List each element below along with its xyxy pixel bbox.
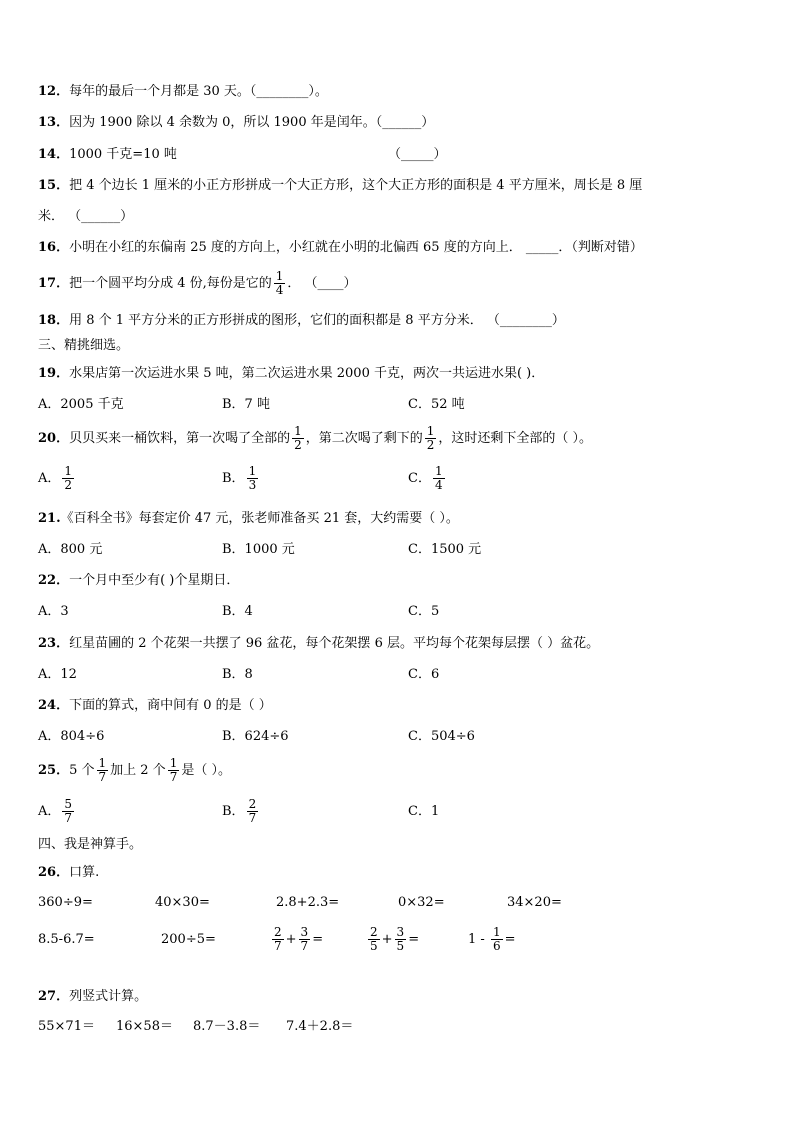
option-b: B．1000 元 (222, 542, 295, 557)
question-20 (38, 424, 592, 454)
question-text: 红星苗圃的 2 个花架一共摆了 96 盆花，每个花架摆 6 层。平均每个花架每层摆（ ）盆花。 (69, 636, 600, 651)
question-text: 贝贝买来一桶饮料，第一次喝了全部的 (69, 431, 291, 446)
fraction: $\frac{5}{7}$ (64, 797, 73, 825)
fraction: $\frac{1}{2}$ (294, 424, 302, 452)
question-number: 13． (38, 115, 70, 130)
oral-calc-item: 8.5-6.7= (38, 932, 95, 947)
fraction: $\frac{1}{7}$ (98, 756, 107, 784)
question-17 (38, 270, 357, 298)
question-23 (38, 636, 599, 652)
oral-calc-item: 360÷9= (38, 895, 93, 910)
option-a: A．2005 千克 (38, 397, 124, 412)
option-c: C．1500 元 (408, 542, 482, 557)
question-text: ，第二次喝了剩下的 (305, 431, 423, 446)
question-text: 下面的算式，商中间有 0 的是（ ） (69, 698, 272, 713)
oral-calc-item: $\frac{2}{5}$ + $\frac{3}{5}$ = (370, 925, 420, 953)
option-a: A．3 (38, 604, 69, 619)
question-number: 21. (38, 511, 61, 526)
option-a: A．800 元 (38, 542, 103, 557)
fraction: $\frac{1}{2}$ (64, 464, 73, 492)
option-c: C．5 (408, 604, 440, 619)
option-b: B．4 (222, 604, 253, 619)
question-number: 19． (38, 366, 70, 381)
question-text: 小明在小红的东偏南 25 度的方向上，小红就在小明的北偏西 65 度的方向上． _____．（判断对错） (69, 240, 643, 255)
question-13 (38, 115, 434, 131)
oral-calc-item: $\frac{2}{7}$ + $\frac{3}{7}$ = (274, 925, 324, 953)
question-number: 12． (38, 84, 70, 99)
question-22 (38, 573, 239, 589)
option-c: C．504÷6 (408, 729, 475, 744)
vertical-calc-item: 55×71＝ (38, 1019, 95, 1034)
option-b: B．7 吨 (222, 397, 270, 412)
question-text: ，这时还剩下全部的（ ）。 (438, 431, 593, 446)
question-text: 1000 千克=10 吨 (69, 147, 177, 162)
question-text: 加上 2 个 (110, 763, 166, 778)
question-number: 16． (38, 240, 70, 255)
question-26 (38, 865, 99, 881)
question-number: 26． (38, 865, 70, 880)
fraction: $\frac{1}{7}$ (169, 756, 178, 784)
fraction: $\frac{1}{2}$ (426, 424, 435, 452)
question-text: 把一个圆平均分成 4 份,每份是它的 (69, 276, 272, 291)
oral-calc-item: 0×32= (398, 895, 445, 910)
oral-calc-item: 2.8+2.3= (276, 895, 340, 910)
question-25 (38, 756, 231, 786)
section-heading-3: 三、精挑细选。 (38, 338, 130, 353)
oral-calc-item: 1 - $\frac{1}{6}$ = (468, 925, 516, 953)
question-text: 把 4 个边长 1 厘米的小正方形拼成一个大正方形，这个大正方形的面积是 4 平方厘米，周长是 8 厘 (69, 178, 643, 193)
option-a: A．804÷6 (38, 729, 105, 744)
question-27 (38, 989, 147, 1005)
question-number: 22． (38, 573, 70, 588)
option-a: A． $\frac{5}{7}$ (38, 797, 73, 825)
question-text: 每年的最后一个月都是 30 天。（________）。 (69, 84, 328, 99)
question-text: 列竖式计算。 (69, 989, 148, 1004)
vertical-calc-item: 16×58＝ (116, 1019, 173, 1034)
question-12 (38, 84, 328, 100)
option-a: A．12 (38, 667, 77, 682)
fraction: $\frac{1}{4}$ (434, 464, 443, 492)
question-text: 5 个 (69, 763, 95, 778)
question-number: 24． (38, 698, 70, 713)
question-text: 一个月中至少有( )个星期日． (69, 573, 240, 588)
fraction: $\frac{2}{7}$ (248, 797, 257, 825)
question-text: 因为 1900 除以 4 余数为 0，所以 1900 年是闰年。（______） (69, 115, 435, 130)
question-21 (38, 511, 459, 527)
fraction: $\frac{1}{6}$ (492, 925, 501, 953)
question-18 (38, 313, 565, 329)
question-16 (38, 240, 643, 256)
question-text: 口算. (69, 865, 100, 880)
question-number: 20． (38, 431, 70, 446)
question-15 (38, 178, 642, 194)
vertical-calc-item: 8.7－3.8＝ (193, 1019, 261, 1034)
question-text: 用 8 个 1 平方分米的正方形拼成的图形，它们的面积都是 8 平方分米． （________） (69, 313, 565, 328)
question-number: 14． (38, 147, 70, 162)
answer-blank: ． （____） (287, 276, 357, 291)
option-c: C． $\frac{1}{4}$ (408, 464, 443, 492)
question-number: 15． (38, 178, 70, 193)
answer-blank: （_____） (388, 147, 447, 162)
option-b: B．624÷6 (222, 729, 289, 744)
option-b: B． $\frac{2}{7}$ (222, 797, 257, 825)
question-number: 17． (38, 276, 70, 291)
fraction: $\frac{1}{4}$ (275, 269, 284, 297)
fraction: $\frac{2}{7}$ (274, 925, 282, 953)
oral-calc-item: 34×20= (507, 895, 562, 910)
fraction: $\frac{3}{5}$ (396, 925, 405, 953)
question-text: 水果店第一次运进水果 5 吨，第二次运进水果 2000 千克，两次一共运进水果( )． (69, 366, 545, 381)
question-number: 18． (38, 313, 70, 328)
option-b: B． $\frac{1}{3}$ (222, 464, 257, 492)
question-text: 《百科全书》每套定价 47 元，张老师准备买 21 套，大约需要（ ）。 (60, 511, 459, 526)
oral-calc-item: 40×30= (155, 895, 210, 910)
option-b: B．8 (222, 667, 253, 682)
question-24 (38, 698, 272, 714)
question-15-continued: 米． （______） (38, 209, 134, 224)
question-number: 23． (38, 636, 70, 651)
option-c: C．6 (408, 667, 440, 682)
question-14 (38, 147, 177, 163)
fraction: $\frac{3}{7}$ (300, 925, 309, 953)
section-heading-4: 四、我是神算手。 (38, 837, 143, 852)
option-a: A． $\frac{1}{2}$ (38, 464, 73, 492)
question-number: 27． (38, 989, 70, 1004)
vertical-calc-item: 7.4＋2.8＝ (286, 1019, 354, 1034)
fraction: $\frac{2}{5}$ (370, 925, 378, 953)
question-19 (38, 366, 544, 382)
option-c: C．1 (408, 804, 440, 819)
oral-calc-item: 200÷5= (161, 932, 216, 947)
question-number: 25． (38, 763, 70, 778)
question-text: 是（ ）。 (181, 763, 231, 778)
fraction: $\frac{1}{3}$ (248, 464, 257, 492)
option-c: C．52 吨 (408, 397, 465, 412)
